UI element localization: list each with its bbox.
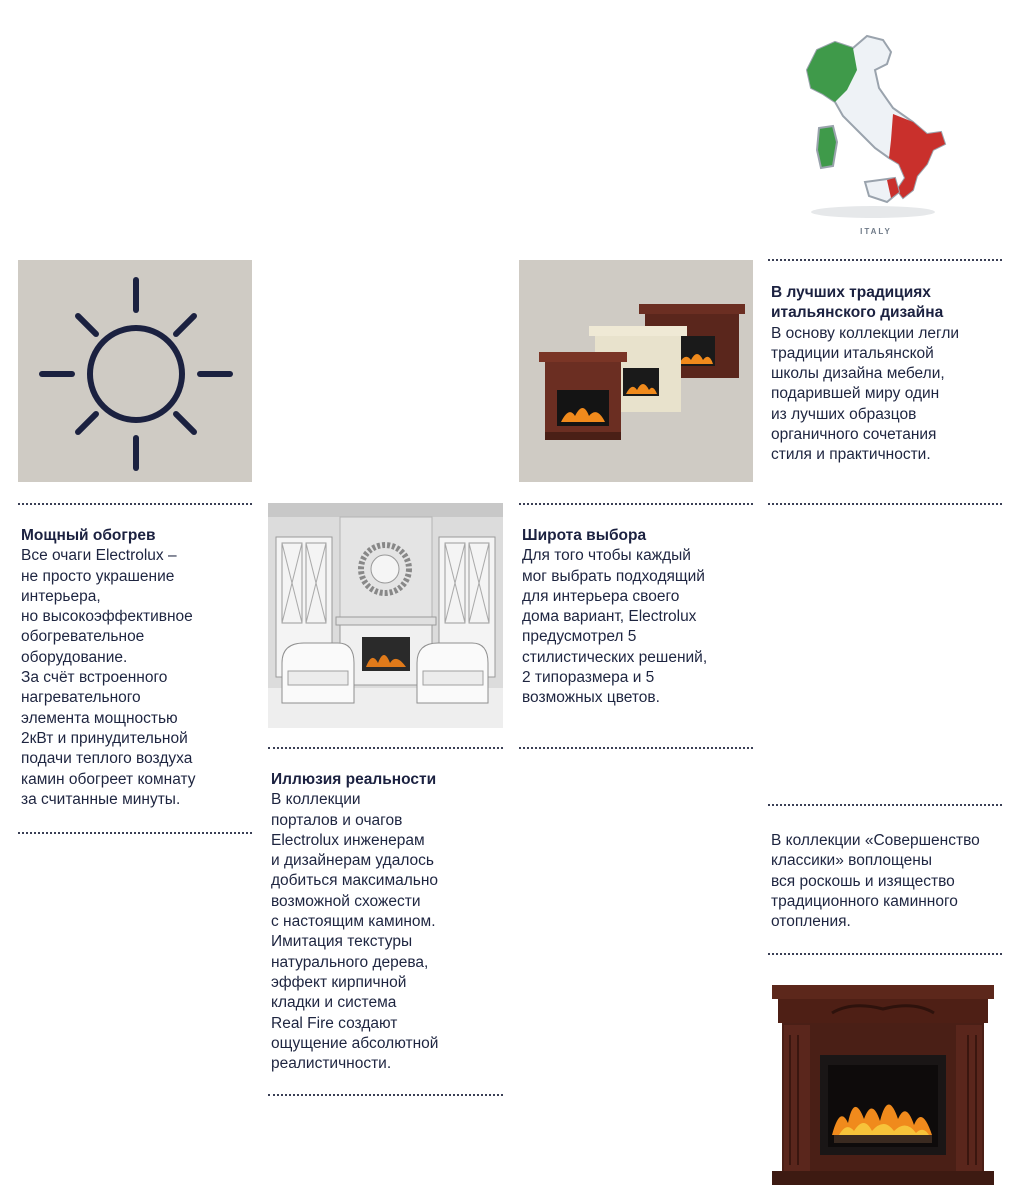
interior-image [268,503,503,728]
heating-line: интерьера, [21,587,101,605]
classic-line: классики» воплощены [771,852,932,870]
heating-line: камин обогреет комнату [21,770,196,788]
illusion-line: Real Fire создают [271,1014,398,1032]
heating-line: элемента мощностью [21,709,178,727]
heating-block [21,526,196,810]
choice-line: стилистических решений, [522,648,708,666]
divider [768,804,1002,806]
italian-line: подарившей миру один [771,385,940,403]
heating-line: 2кВт и принудительной [21,729,188,747]
choice-line: предусмотрел 5 [522,628,637,646]
divider [768,503,1002,505]
illusion-lines [271,790,438,1074]
heating-line: нагревательного [21,689,141,707]
italian-title: В лучших традициях итальянского дизайна [771,284,944,322]
illusion-block [271,770,438,1074]
illusion-line: Electrolux инженерам [271,831,425,849]
italian-line: стиля и практичности. [771,446,931,464]
illusion-line: Имитация текстуры [271,933,413,951]
divider [768,259,1002,261]
choice-block [522,526,707,709]
classic-line: отопления. [771,913,851,931]
divider [18,832,252,834]
illusion-line: ощущение абсолютной [271,1034,439,1052]
heating-lines [21,546,196,810]
choice-line: мог выбрать подходящий [522,567,705,585]
divider [18,503,252,505]
illusion-title: Иллюзия реальности [271,771,437,788]
italian-line: В основу коллекции легли [771,324,960,342]
italian-line: школы дизайна мебели, [771,365,945,383]
heating-line: Все очаги Electrolux – [21,547,177,565]
choice-line: Для того чтобы каждый [522,547,691,565]
illusion-line: и дизайнерам удалось [271,852,434,870]
illusion-line: натурального дерева, [271,953,429,971]
classic-block [771,831,980,932]
classic-lines [771,831,980,932]
choice-line: для интерьера своего [522,587,680,605]
heating-line: подачи теплого воздуха [21,750,193,768]
italian-lines [771,324,959,466]
choice-title: Широта выбора [522,527,647,544]
heating-line: за считанные минуты. [21,790,181,808]
choice-lines [522,546,707,708]
sun-icon [18,260,252,482]
heating-image [18,260,252,482]
italian-line: органичного сочетания [771,426,937,444]
illusion-line: эффект кирпичной [271,973,407,991]
illusion-line: реалистичности. [271,1055,392,1073]
heating-title: Мощный обогрев [21,527,156,544]
illusion-line: добиться максимально [271,872,439,890]
choice-line: дома вариант, Electrolux [522,608,697,626]
classic-line: В коллекции «Совершенство [771,832,980,849]
illusion-line: кладки и система [271,994,397,1012]
divider [519,503,753,505]
illusion-line: В коллекции [271,791,361,809]
classic-line: вся роскошь и изящество [771,872,955,890]
choice-line: возможных цветов. [522,689,660,707]
classic-line: традиционного каминного [771,892,958,910]
italian-line: традиции итальянской [771,344,934,362]
divider [268,1094,503,1096]
italian-block [771,283,959,466]
choice-line: 2 типоразмера и 5 [522,669,655,687]
illusion-line: возможной схожести [271,892,421,910]
heating-line: За счёт встроенного [21,669,168,687]
fireplaces-image [519,260,753,482]
divider [768,953,1002,955]
italy-map [795,30,965,245]
illusion-line: порталов и очагов [271,811,403,829]
classic-fireplace-image [772,985,994,1185]
italian-line: из лучших образцов [771,405,917,423]
heating-line: оборудование. [21,648,128,666]
illusion-line: с настоящим камином. [271,913,436,931]
heating-line: не просто украшение [21,567,175,585]
heating-line: но высокоэффективное [21,608,193,626]
italy-label: ITALY [860,227,892,236]
divider [519,747,753,749]
heating-line: обогревательное [21,628,145,646]
divider [268,747,503,749]
